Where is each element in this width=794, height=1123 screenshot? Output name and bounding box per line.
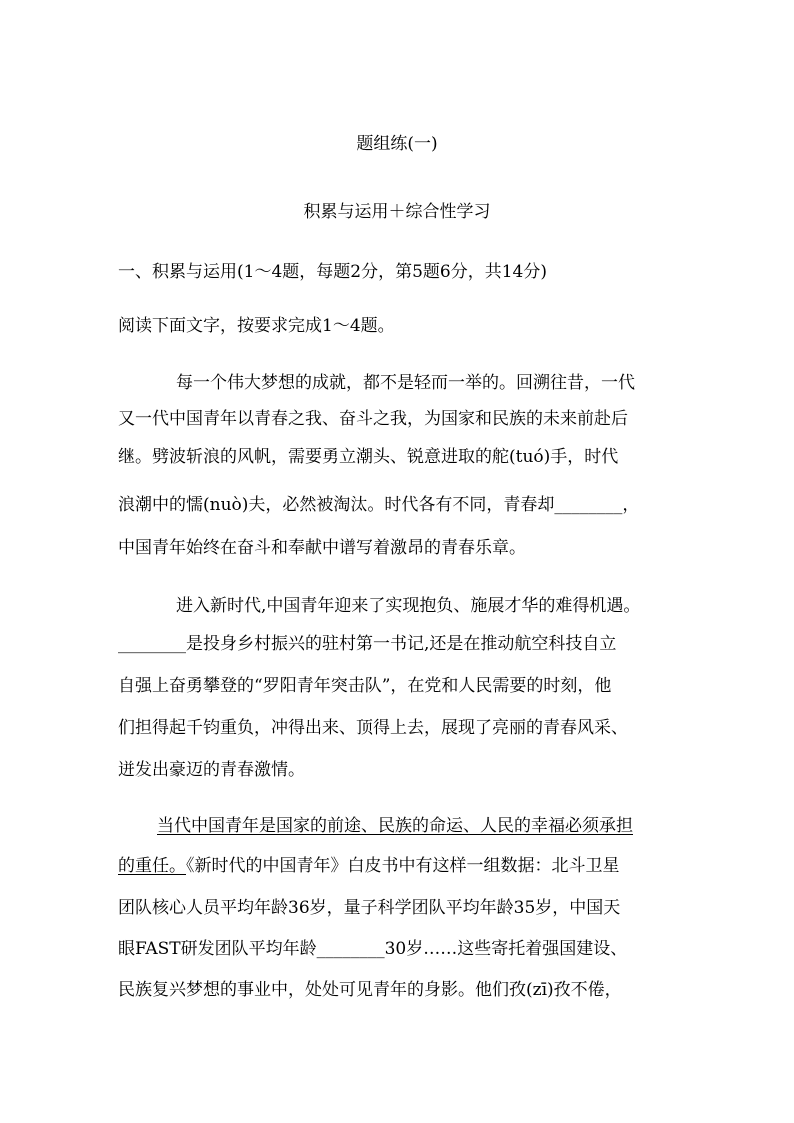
paragraph-line: 又一代中国青年以青春之我、奋斗之我，为国家和民族的未来前赴后: [118, 409, 628, 429]
paragraph-line: 们担得起千钧重负，冲得出来、顶得上去，展现了亮丽的青春风采、: [118, 718, 628, 738]
paragraph-line: 迸发出豪迈的青春激情。: [118, 760, 305, 780]
page-title: 题组练(一): [356, 134, 438, 154]
paragraph-line: ________是投身乡村振兴的驻村第一书记,还是在推动航空科技自立: [118, 634, 617, 654]
paragraph-line: 中国青年始终在奋斗和奉献中谱写着激昂的青春乐章。: [118, 538, 526, 558]
paragraph-text: 《新时代的中国青年》白皮书中有这样一组数据：北斗卫星: [186, 856, 620, 876]
instruction-text: 阅读下面文字，按要求完成1～4题。: [118, 316, 395, 336]
paragraph-line: 进入新时代,中国青年迎来了实现抱负、施展才华的难得机遇。: [176, 596, 641, 616]
paragraph-line: 民族复兴梦想的事业中，处处可见青年的身影。他们孜(zī)孜不倦，: [118, 980, 622, 1000]
paragraph-line: 眼FAST研发团队平均年龄________30岁……这些寄托着强国建设、: [118, 939, 628, 959]
underlined-sentence: 的重任。: [118, 856, 186, 876]
paragraph-line: 团队核心人员平均年龄36岁，量子科学团队平均年龄35岁，中国天: [118, 898, 621, 918]
paragraph-line: 继。劈波斩浪的风帆，需要勇立潮头、锐意进取的舵(tuó)手，时代: [118, 447, 619, 467]
paragraph-line: 浪潮中的懦(nuò)夫，必然被淘汰。时代各有不同，青春却________，: [118, 495, 640, 515]
paragraph-line: [118, 855, 794, 877]
paragraph-line: [157, 815, 794, 837]
paragraph-line: 自强上奋勇攀登的“罗阳青年突击队”，在党和人民需要的时刻，他: [118, 676, 612, 696]
section-heading: 一、积累与运用(1～4题，每题2分，第5题6分，共14分): [118, 262, 547, 282]
paragraph-line: 每一个伟大梦想的成就，都不是轻而一举的。回溯往昔，一代: [176, 373, 635, 393]
underlined-sentence: 当代中国青年是国家的前途、民族的命运、人民的幸福必须承担: [157, 816, 633, 836]
page-subtitle: 积累与运用＋综合性学习: [303, 202, 491, 222]
